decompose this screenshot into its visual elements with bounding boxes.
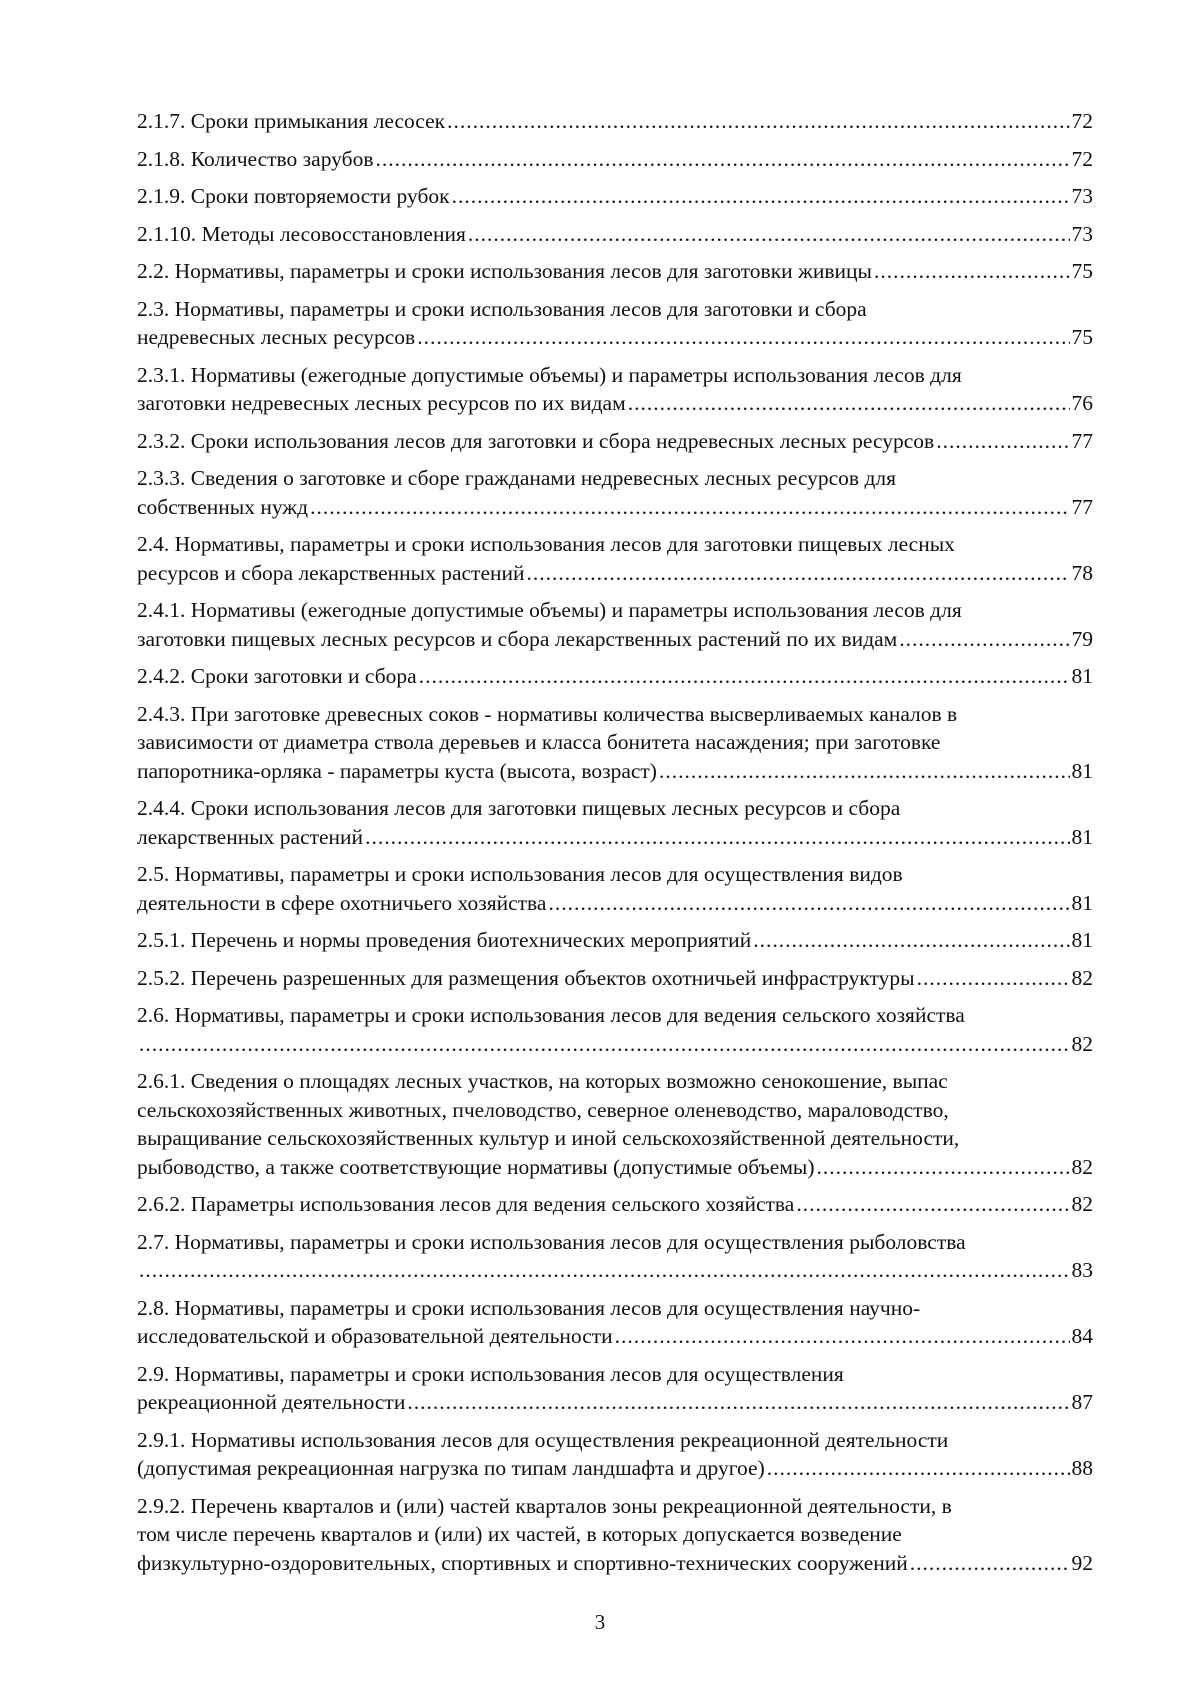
toc-entry-page: 73 (1071, 221, 1093, 246)
toc-entry-line: 2.7. Нормативы, параметры и сроки использования лесов для осуществления рыболовства (137, 1229, 966, 1254)
toc-entry-page: 81 (1071, 664, 1093, 688)
toc-entry-leader-line (137, 662, 1093, 691)
toc-entry-line: 2.6.1. Сведения о площадях лесных участков, на которых возможно сенокошение, выпас (137, 1069, 948, 1093)
toc-entry-page: 78 (1071, 560, 1093, 585)
dot-leader (452, 182, 1070, 211)
toc-entry[interactable] (137, 662, 1093, 691)
toc-entry-title: 2.1.9. Сроки повторяемости рубок (137, 184, 450, 208)
toc-entry[interactable] (137, 1228, 1093, 1285)
toc-entry-title: лекарственных растений (137, 824, 364, 849)
dot-leader (527, 559, 1070, 588)
toc-entry[interactable] (137, 794, 1093, 851)
toc-entry-line: 2.9. Нормативы, параметры и сроки использования лесов для осуществления (137, 1361, 844, 1386)
toc-entry-title: собственных нужд (137, 494, 309, 519)
toc-entry-line: 2.6. Нормативы, параметры и сроки использования лесов для ведения сельского хозяйства (137, 1003, 965, 1027)
toc-entry[interactable] (137, 182, 1093, 211)
toc-entry-line: 2.3. Нормативы, параметры и сроки использования лесов для заготовки и сбора (137, 296, 867, 321)
dot-leader (817, 1153, 1070, 1182)
toc-entry-leader-line (137, 1454, 1093, 1483)
toc-entry-title: 2.1.8. Количество зарубов (137, 146, 374, 171)
toc-entry[interactable] (137, 596, 1093, 653)
toc-entry-line: сельскохозяйственных животных, пчеловодство, северное оленеводство, мараловодство, (137, 1097, 949, 1122)
toc-entry-page: 88 (1071, 1456, 1093, 1480)
toc-entry-line: 2.3.3. Сведения о заготовке и сборе гражданами недревесных лесных ресурсов для (137, 466, 897, 490)
toc-entry-leader-line (137, 182, 1093, 211)
toc-entry-leader-line (137, 427, 1093, 456)
toc-entry-leader-line (137, 1549, 1093, 1578)
toc-entry-leader-line (137, 757, 1093, 786)
toc-entry-line: 2.4. Нормативы, параметры и сроки использования лесов для заготовки пищевых лесных (137, 532, 955, 556)
toc-entry-page: 92 (1071, 1550, 1093, 1575)
toc-entry-line: зависимости от диаметра ствола деревьев и класса бонитета насаждения; при заготовке (137, 730, 941, 754)
dot-leader (899, 625, 1069, 654)
toc-entry[interactable] (137, 107, 1093, 136)
dot-leader (910, 1549, 1070, 1578)
toc-entry[interactable] (137, 700, 1093, 786)
toc-entry-line: 2.4.1. Нормативы (ежегодные допустимые объемы) и параметры использования лесов для (137, 598, 962, 622)
toc-entry-line: 2.3.1. Нормативы (ежегодные допустимые объемы) и параметры использования лесов для (137, 362, 962, 387)
toc-entry[interactable] (137, 926, 1093, 955)
toc-entry-line: 2.9.2. Перечень кварталов и (или) частей кварталов зоны рекреационной деятельности, в (137, 1493, 952, 1518)
dot-leader (796, 1190, 1069, 1219)
toc-entry[interactable] (137, 1360, 1093, 1417)
toc-entry-leader-line (137, 1388, 1093, 1417)
dot-leader (407, 1388, 1069, 1417)
toc-entry-page: 77 (1071, 494, 1093, 519)
toc-entry-page: 84 (1071, 1324, 1093, 1348)
toc-entry-title: (допустимая рекреационная нагрузка по типам ландшафта и другое) (137, 1456, 765, 1480)
toc-entry-title: физкультурно-оздоровительных, спортивных и спортивно-технических сооружений (137, 1550, 908, 1575)
toc-entry-title: 2.5.1. Перечень и нормы проведения биотехнических мероприятий (137, 928, 752, 952)
toc-entry-leader-line (137, 1030, 1093, 1059)
dot-leader (468, 220, 1070, 249)
dot-leader (548, 889, 1069, 918)
toc-entry-title: рекреационной деятельности (137, 1390, 406, 1414)
toc-entry-title: недревесных лесных ресурсов (137, 325, 416, 349)
toc-entry-leader-line (137, 257, 1093, 286)
toc-entry[interactable] (137, 1067, 1093, 1181)
toc-entry-page: 81 (1071, 890, 1093, 915)
dot-leader (139, 1256, 1070, 1285)
toc-entry-line: выращивание сельскохозяйственных культур и иной сельскохозяйственной деятельности, (137, 1126, 960, 1150)
dot-leader (753, 926, 1069, 955)
toc-entry-leader-line (137, 964, 1093, 993)
toc-entry-line: 2.4.3. При заготовке древесных соков - нормативы количества высверливаемых каналов в (137, 701, 958, 726)
dot-leader (936, 427, 1069, 456)
toc-entry[interactable] (137, 361, 1093, 418)
toc-entry-title: ресурсов и сбора лекарственных растений (137, 560, 525, 585)
toc-entry-page: 72 (1071, 109, 1093, 133)
toc-entry-title: 2.2. Нормативы, параметры и сроки использования лесов для заготовки живицы (137, 259, 872, 283)
toc-entry-page: 81 (1071, 928, 1093, 952)
toc-entry-page: 75 (1071, 259, 1093, 283)
toc-entry[interactable] (137, 860, 1093, 917)
toc-entry-line: 2.9.1. Нормативы использования лесов для осуществления рекреационной деятельности (137, 1427, 949, 1452)
toc-entry-leader-line (137, 1256, 1093, 1285)
toc-entry-leader-line (137, 145, 1093, 174)
toc-entry[interactable] (137, 1294, 1093, 1351)
toc-entry-leader-line (137, 1153, 1093, 1182)
dot-leader (874, 257, 1070, 286)
dot-leader (767, 1454, 1070, 1483)
toc-entry[interactable] (137, 1492, 1093, 1578)
toc-entry[interactable] (137, 295, 1093, 352)
toc-entry-page: 82 (1071, 1031, 1093, 1056)
dot-leader (139, 1030, 1070, 1059)
toc-entry-leader-line (137, 559, 1093, 588)
toc-entry[interactable] (137, 464, 1093, 521)
toc-entry-title: 2.1.7. Сроки примыкания лесосек (137, 109, 446, 133)
toc-entry-leader-line (137, 1322, 1093, 1351)
toc-entry[interactable] (137, 257, 1093, 286)
toc-entry[interactable] (137, 220, 1093, 249)
toc-entry-page: 72 (1071, 146, 1093, 171)
toc-entry-title: папоротника-орляка - параметры куста (высота, возраст) (137, 758, 657, 783)
dot-leader (917, 964, 1070, 993)
toc-entry[interactable] (137, 427, 1093, 456)
toc-entry-title: 2.1.10. Методы лесовосстановления (137, 221, 466, 246)
toc-entry-title: деятельности в сфере охотничьего хозяйства (137, 890, 547, 915)
toc-entry-leader-line (137, 389, 1093, 418)
toc-entry-leader-line (137, 926, 1093, 955)
toc-entry-leader-line (137, 323, 1093, 352)
toc-entry-leader-line (137, 220, 1093, 249)
toc-entry-page: 82 (1071, 1154, 1093, 1179)
toc-entry-title: заготовки недревесных лесных ресурсов по их видам (137, 391, 626, 415)
toc-entry-page: 75 (1071, 325, 1093, 349)
toc-entry-title: рыбоводство, а также соответствующие нормативы (допустимые объемы) (137, 1154, 815, 1179)
toc-entry-page: 73 (1071, 184, 1093, 208)
toc-entry-page: 81 (1071, 824, 1093, 849)
dot-leader (310, 493, 1069, 522)
dot-leader (417, 323, 1069, 352)
toc-entry-title: 2.6.2. Параметры использования лесов для ведения сельского хозяйства (137, 1192, 795, 1216)
toc-entry-page: 79 (1071, 626, 1093, 651)
toc-entry-page: 77 (1071, 428, 1093, 453)
toc-entry[interactable] (137, 530, 1093, 587)
toc-entry-line: 2.5. Нормативы, параметры и сроки использования лесов для осуществления видов (137, 862, 903, 886)
toc-entry-title: 2.3.2. Сроки использования лесов для заготовки и сбора недревесных лесных ресурсов (137, 428, 935, 453)
toc-entry-leader-line (137, 823, 1093, 852)
toc-entry-title: исследовательской и образовательной деятельности (137, 1324, 613, 1348)
dot-leader (419, 662, 1070, 691)
toc-entry-page: 82 (1071, 965, 1093, 990)
toc-entry-page: 83 (1071, 1258, 1093, 1282)
dot-leader (376, 145, 1070, 174)
toc-entry-page: 76 (1071, 391, 1093, 415)
toc-entry-leader-line (137, 889, 1093, 918)
toc-entry-leader-line (137, 1190, 1093, 1219)
toc-entry-title: 2.4.2. Сроки заготовки и сбора (137, 664, 417, 688)
toc-entry[interactable] (137, 1001, 1093, 1058)
dot-leader (659, 757, 1070, 786)
toc-entry-line: 2.8. Нормативы, параметры и сроки использования лесов для осуществления научно- (137, 1295, 921, 1320)
dot-leader (447, 107, 1069, 136)
toc-entry[interactable] (137, 1190, 1093, 1219)
toc-entry[interactable] (137, 145, 1093, 174)
toc-entry-leader-line (137, 493, 1093, 522)
toc-entry-line: 2.4.4. Сроки использования лесов для заготовки пищевых лесных ресурсов и сбора (137, 796, 901, 820)
toc-entry-line: том числе перечень кварталов и (или) их частей, в которых допускается возведение (137, 1522, 902, 1546)
toc-entry[interactable] (137, 964, 1093, 993)
toc-entry-title: заготовки пищевых лесных ресурсов и сбора лекарственных растений по их видам (137, 626, 898, 651)
toc-entry-page: 87 (1071, 1390, 1093, 1414)
toc-entry-page: 82 (1071, 1192, 1093, 1216)
toc-entry-leader-line (137, 625, 1093, 654)
toc-entry-title: 2.5.2. Перечень разрешенных для размещения объектов охотничьей инфраструктуры (137, 965, 915, 990)
toc-entry[interactable] (137, 1426, 1093, 1483)
dot-leader (365, 823, 1069, 852)
dot-leader (628, 389, 1070, 418)
page-number: 3 (594, 1610, 606, 1634)
table-of-contents (137, 107, 1093, 1586)
toc-entry-leader-line (137, 107, 1093, 136)
dot-leader (615, 1322, 1070, 1351)
toc-entry-page: 81 (1071, 758, 1093, 783)
